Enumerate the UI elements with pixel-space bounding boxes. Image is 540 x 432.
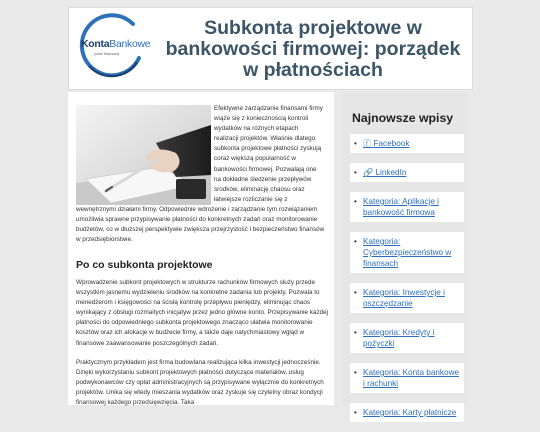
sidebar-item-aplikacje (350, 192, 464, 222)
paragraph: Wprowadzenie subkont projektowych w strukturze rachunków firmowych służy przede wszystkim jasnemu wydzieleniu środków na konkretne zadania lub projekty. Pozwala to menedżerom i księgowości na ścisłą kontrolę przepływu pieniędzy, eliminując chaos wynikający z obsługi rozmaitych inicjatyw przez jedno główne konto. Przepisywanie każdej płatności do odpowiedniego subkonta projektowego znacząco ułatwia monitorowanie kosztów oraz ich alokacje w budżecie firmy, a także daje natychmiastowy wgląd w finansowe zaawansowanie poszczególnych zadań. (76, 279, 328, 347)
site-header (68, 7, 473, 90)
intro-paragraph-top: Efektywne zarządzanie finansami firmy wiąże się z koniecznością kontroli wydatków na różnych etapach realizacji projektów. Właśnie dlatego subkonta projektowe płatności zyskują coraz większą popularność w bankowości firmowej. Pozwalają one na dokładne śledzenie przepływów środków, eliminację chaosu oraz łatwiejsze rozliczanie się z (214, 105, 323, 203)
sidebar-item-kredyty (350, 323, 464, 353)
paragraph: Praktycznym przykładem jest firma budowlana realizująca kilka inwestycji jednocześnie. Dzięki wykorzystaniu subkont projektowych płatności dotyczące materiałów, usług podwykonawców czy opłat administracyjnych są przypisywane wyłącznie do konkretnych projektów. Unika się wtedy mieszania wydatków oraz zyskuje się czytelny obraz kondycji finansowej każdego przedsięwzięcia. Taka (76, 359, 324, 407)
category-link[interactable]: • Kategoria: Konta bankowe i rachunki (350, 363, 464, 393)
sidebar-title: Najnowsze wpisy (352, 111, 454, 125)
sidebar-item-linkedin (350, 163, 464, 182)
category-link[interactable]: • Kategoria: Aplikacje i bankowość firmowa (350, 192, 464, 222)
sidebar-item-konta (350, 363, 464, 393)
intro-text (76, 104, 330, 245)
sidebar (342, 92, 468, 417)
sidebar-item-inwestycje (350, 283, 464, 313)
section-heading: Po co subkonta projektowe (76, 259, 213, 271)
article-content (68, 92, 334, 405)
linkedin-link[interactable]: • 🔗 LinkedIn (350, 163, 464, 182)
sidebar-item-karty (350, 403, 464, 422)
category-link[interactable]: • Kategoria: Kredyty i pożyczki (350, 323, 464, 353)
logo-tagline: portal finansowy (94, 52, 120, 56)
category-link[interactable]: • Kategoria: Karty płatnicze (350, 403, 464, 422)
page-title: Subkonta projektowe w bankowości firmowej: porządek w płatnościach (165, 17, 461, 81)
sidebar-item-facebook (350, 134, 464, 153)
category-link[interactable]: • Kategoria: Cyberbezpieczeństwo w finansach (350, 232, 464, 273)
logo-text: KontaBankowe (81, 38, 151, 50)
site-logo[interactable] (75, 14, 149, 80)
intro-paragraph-rest: wewnętrznymi działami firmy. Odpowiednie wdrożenie i zarządzanie tym rozwiązaniem umożliwia sprawne przypisywanie płatności do konkretnych zadań oraz monitorowanie budżetów, co w dłuższej perspektywie zwiększa przejrzystość i bezpieczeństwo finansów w przedsiębiorstwie. (76, 205, 325, 244)
sidebar-item-cyberbezpieczenstwo (350, 232, 464, 273)
category-link[interactable]: • Kategoria: Inwestycje i oszczędzanie (350, 283, 464, 313)
recent-posts-list (350, 134, 464, 432)
facebook-link[interactable]: • ⓕ Facebook (350, 134, 464, 153)
